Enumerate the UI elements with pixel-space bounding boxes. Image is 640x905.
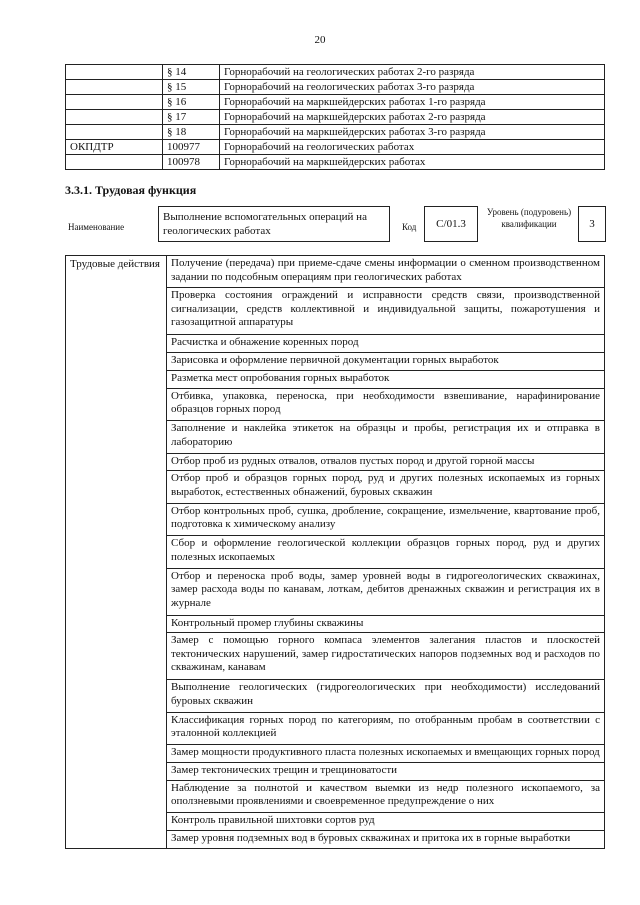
action-item: Контроль правильной шихтовки сортов руд bbox=[167, 813, 605, 831]
code-cell: § 17 bbox=[163, 110, 220, 125]
code-name-cell: Горнорабочий на геологических работах 2-го разряда bbox=[220, 65, 605, 80]
code-cell: § 18 bbox=[163, 125, 220, 140]
code-group-cell bbox=[66, 80, 163, 95]
code-group-cell bbox=[66, 125, 163, 140]
code-label: Код bbox=[402, 222, 417, 232]
code-group-cell bbox=[66, 155, 163, 170]
action-item: Отбор проб из рудных отвалов, отвалов пустых пород и другой горной массы bbox=[167, 453, 605, 471]
action-item: Контрольный промер глубины скважины bbox=[167, 615, 605, 633]
action-item: Замер мощности продуктивного пласта полезных ископаемых и вмещающих горных пород bbox=[167, 745, 605, 763]
code-group-cell: ОКПДТР bbox=[66, 140, 163, 155]
action-item: Замер с помощью горного компаса элементов залегания пластов и плоскостей тектонических нарушений, замер гидростатических напоров подземных вод и расходов по скважинам, канавам bbox=[167, 633, 605, 680]
action-item: Проверка состояния ограждений и исправности средств связи, производственной сигнализации, средств коллективной и индивидуальной защиты, пожаротушения и газозащитной аппаратуры bbox=[167, 288, 605, 335]
action-item: Отбор и переноска проб воды, замер уровней воды в гидрогеологических скважинах, замер расхода воды по канавам, лоткам, дебитов дренажных скважин и регистрация их в журнале bbox=[167, 568, 605, 615]
code-table-row bbox=[66, 80, 605, 95]
code-name-cell: Горнорабочий на маркшейдерских работах bbox=[220, 155, 605, 170]
action-item: Наблюдение за полнотой и качеством выемки из недр полезного ископаемого, за оползневыми проявлениями и своевременное предупреждение о них bbox=[167, 780, 605, 812]
action-item: Сбор и оформление геологической коллекции образцов горных пород, руд и других полезных ископаемых bbox=[167, 536, 605, 568]
code-cell: § 15 bbox=[163, 80, 220, 95]
actions-label: Трудовые действия bbox=[66, 256, 167, 849]
action-item: Зарисовка и оформление первичной документации горных выработок bbox=[167, 353, 605, 371]
code-group-cell bbox=[66, 95, 163, 110]
action-item: Замер уровня подземных вод в буровых скважинах и притока их в горные выработки bbox=[167, 830, 605, 848]
action-item: Замер тектонических трещин и трещиноватости bbox=[167, 762, 605, 780]
code-group-cell bbox=[66, 110, 163, 125]
code-name-cell: Горнорабочий на геологических работах bbox=[220, 140, 605, 155]
code-cell: 100977 bbox=[163, 140, 220, 155]
code-cell: 100978 bbox=[163, 155, 220, 170]
function-name: Выполнение вспомогательных операций на геологических работах bbox=[158, 206, 390, 242]
code-table-row bbox=[66, 110, 605, 125]
page-number: 20 bbox=[314, 34, 326, 46]
action-item: Отбор проб и образцов горных пород, руд и других полезных ископаемых из горных выработок, естественных обнажений, буровых скважин bbox=[167, 471, 605, 503]
code-table-row bbox=[66, 95, 605, 110]
section-title: 3.3.1. Трудовая функция bbox=[65, 183, 197, 197]
code-table-row bbox=[66, 140, 605, 155]
name-label: Наименование bbox=[68, 222, 125, 232]
code-table-row bbox=[66, 125, 605, 140]
code-name-cell: Горнорабочий на маркшейдерских работах 3-го разряда bbox=[220, 125, 605, 140]
code-cell: § 16 bbox=[163, 95, 220, 110]
code-name-cell: Горнорабочий на маркшейдерских работах 2-го разряда bbox=[220, 110, 605, 125]
code-cell: § 14 bbox=[163, 65, 220, 80]
code-name-cell: Горнорабочий на маркшейдерских работах 1-го разряда bbox=[220, 95, 605, 110]
action-item: Классификация горных пород по категориям, по отобранным пробам в соответствии с эталонной коллекцией bbox=[167, 712, 605, 744]
code-table-row bbox=[66, 65, 605, 80]
action-item: Отбивка, упаковка, переноска, при необходимости взвешивание, нарафинирование образцов горных пород bbox=[167, 388, 605, 420]
level-label: Уровень (подуровень) квалификации bbox=[486, 207, 572, 229]
code-group-cell bbox=[66, 65, 163, 80]
actions-table bbox=[65, 255, 605, 849]
code-table-row bbox=[66, 155, 605, 170]
action-item: Расчистка и обнажение коренных пород bbox=[167, 335, 605, 353]
action-item: Заполнение и наклейка этикеток на образцы и пробы, регистрация их и отправка в лабораторию bbox=[167, 421, 605, 453]
action-item: Выполнение геологических (гидрогеологических при необходимости) исследований буровых скважин bbox=[167, 680, 605, 712]
code-name-cell: Горнорабочий на геологических работах 3-го разряда bbox=[220, 80, 605, 95]
action-row bbox=[66, 256, 605, 288]
qualification-level: 3 bbox=[578, 206, 606, 242]
action-item: Разметка мест опробования горных выработок bbox=[167, 371, 605, 389]
action-item: Отбор контрольных проб, сушка, дробление, сокращение, измельчение, квартование проб, подготовка к химическому анализу bbox=[167, 503, 605, 535]
action-item: Получение (передача) при приеме-сдаче смены информации о сменном производственном задании по подсобным операциям при геологических работах bbox=[167, 256, 605, 288]
code-table bbox=[65, 64, 605, 170]
function-code: C/01.3 bbox=[424, 206, 478, 242]
